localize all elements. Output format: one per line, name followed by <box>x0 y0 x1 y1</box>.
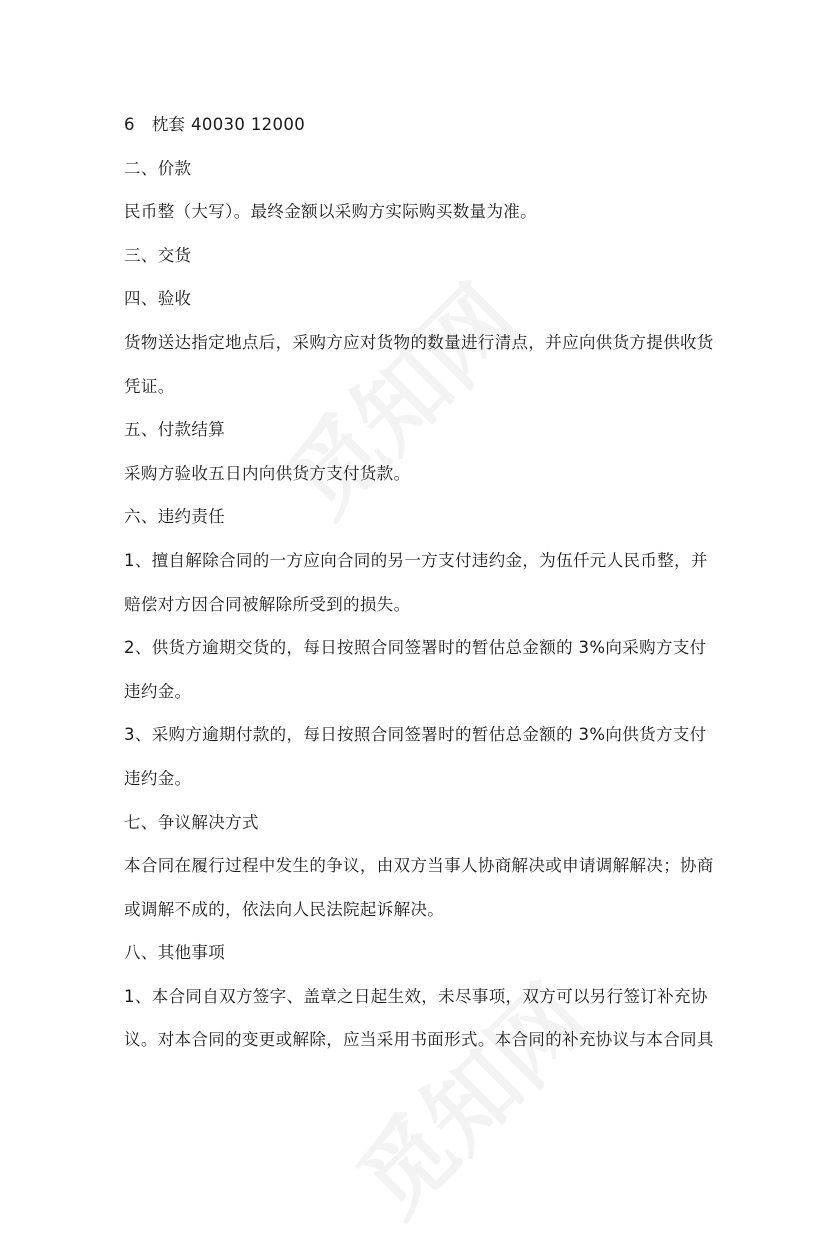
paragraph-line: 2、供货方逾期交货的，每日按照合同签署时的暂估总金额的 3%向采购方支付 <box>124 638 707 658</box>
section-heading-acceptance: 四、验收 <box>124 289 192 309</box>
paragraph-line: 违约金。 <box>124 681 192 701</box>
paragraph-line: 1、本合同自双方签字、盖章之日起生效，未尽事项，双方可以另行签订补充协 <box>124 986 708 1006</box>
section-heading-delivery: 三、交货 <box>124 245 192 265</box>
paragraph-line: 凭证。 <box>124 376 175 396</box>
section-heading-dispute: 七、争议解决方式 <box>124 812 259 832</box>
paragraph-line: 或调解不成的，依法向人民法院起诉解决。 <box>124 899 445 919</box>
item-row-pillowcase: 6 枕套 40030 12000 <box>124 115 306 134</box>
paragraph-line: 采购方验收五日内向供货方支付货款。 <box>124 463 411 483</box>
document-body <box>124 103 712 1062</box>
section-heading-other: 八、其他事项 <box>124 943 226 963</box>
paragraph-line: 违约金。 <box>124 768 192 788</box>
paragraph-line: 本合同在履行过程中发生的争议，由双方当事人协商解决或申请调解解决；协商 <box>124 856 714 876</box>
section-heading-payment: 五、付款结算 <box>124 420 226 440</box>
paragraph-line: 赔偿对方因合同被解除所受到的损失。 <box>124 594 411 614</box>
paragraph-line: 1、擅自解除合同的一方应向合同的另一方支付违约金，为伍仟元人民币整，并 <box>124 550 708 570</box>
paragraph-line: 3、采购方逾期付款的，每日按照合同签署时的暂估总金额的 3%向供货方支付 <box>124 725 707 745</box>
paragraph-line: 货物送达指定地点后，采购方应对货物的数量进行清点，并应向供货方提供收货 <box>124 332 714 352</box>
paragraph-line: 议。对本合同的变更或解除，应当采用书面形式。本合同的补充协议与本合同具 <box>124 1030 714 1050</box>
paragraph-line: 民币整（大写）。最终金额以采购方实际购买数量为准。 <box>124 202 537 222</box>
section-heading-liability: 六、违约责任 <box>124 507 226 527</box>
section-heading-price: 二、价款 <box>124 158 192 178</box>
